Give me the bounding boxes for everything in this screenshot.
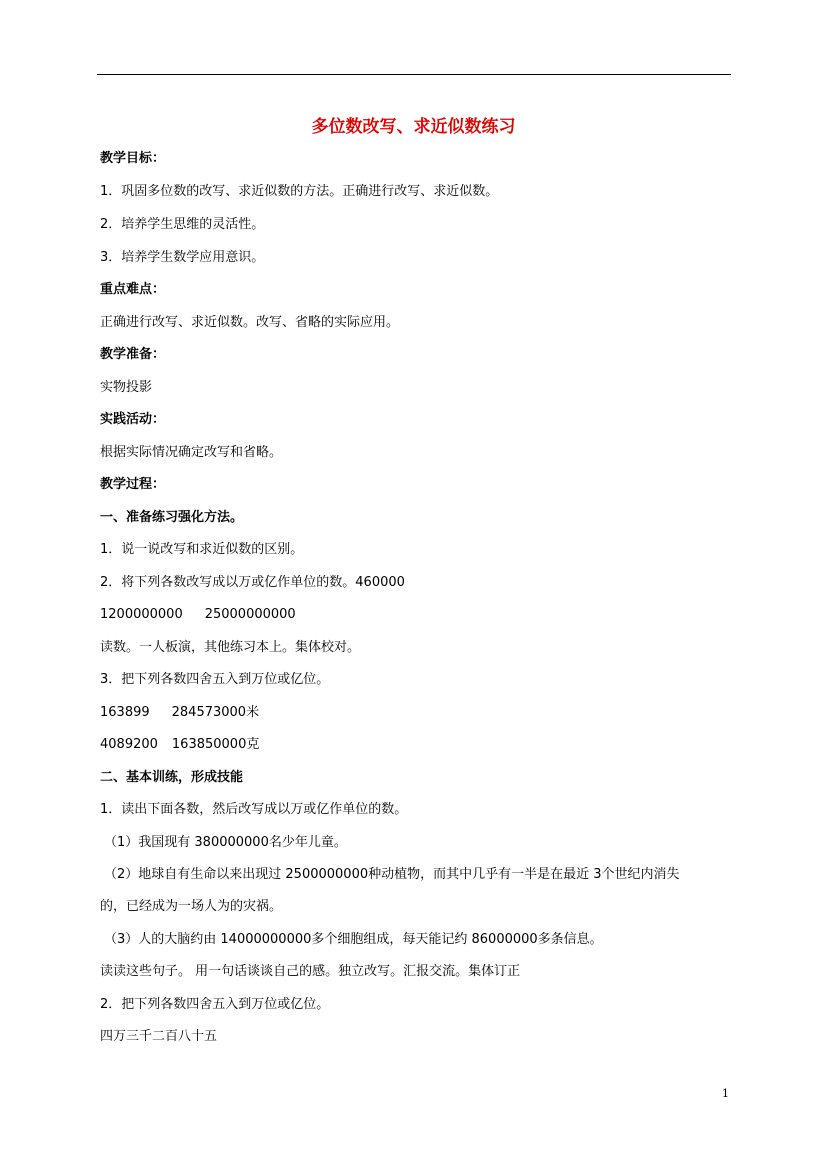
activity-text: 根据实际情况确定改写和省略。 (100, 445, 283, 460)
exercise-1-2-note: 读数。一人板演，其他练习本上。集体校对。 (100, 640, 361, 655)
number-list-3 (100, 736, 259, 754)
part-two-heading: 二、基本训练，形成技能 (100, 770, 244, 785)
exercise-2-1-note: 读读这些句子。 用一句话谈谈自己的感。独立改写。汇报交流。集体订正 (100, 964, 521, 979)
section-heading-key-points: 重点难点： (100, 282, 166, 297)
section-heading-preparation: 教学准备： (100, 347, 166, 362)
exercise-1-1: 1．说一说改写和求近似数的区别。 (100, 542, 304, 557)
number-item: 163899 (100, 705, 150, 720)
sentence-3: （3）人的大脑约由 14000000000多个细胞组成，每天能记约 86000000多条信息。 (104, 932, 603, 947)
number-item: 284573000米 (171, 705, 260, 720)
sentence-2-continued: 的，已经成为一场人为的灾祸。 (100, 899, 283, 914)
objective-item-1: 1．巩固多位数的改写、求近似数的方法。正确进行改写、求近似数。 (100, 184, 499, 199)
number-item: 25000000000 (204, 607, 296, 622)
section-heading-process: 教学过程： (100, 477, 166, 492)
number-list-2 (100, 704, 259, 722)
number-list-1 (100, 606, 296, 624)
page-number: 1 (722, 1087, 729, 1100)
number-item: 1200000000 (100, 607, 183, 622)
part-one-heading: 一、准备练习强化方法。 (100, 510, 244, 525)
number-item: 4089200 (100, 737, 158, 752)
number-in-words: 四万三千二百八十五 (100, 1029, 218, 1044)
sentence-2: （2）地球自有生命以来出现过 2500000000种动植物，而其中几乎有一半是在最近 3个世纪内消失 (104, 867, 680, 882)
page-title: 多位数改写、求近似数练习 (311, 117, 516, 137)
key-points-text: 正确进行改写、求近似数。改写、省略的实际应用。 (100, 315, 400, 330)
sentence-1: （1）我国现有 380000000名少年儿童。 (104, 835, 347, 850)
exercise-1-2: 2．将下列各数改写成以万或亿作单位的数。460000 (100, 575, 405, 590)
objective-item-3: 3．培养学生数学应用意识。 (100, 250, 265, 265)
objective-item-2: 2．培养学生思维的灵活性。 (100, 217, 265, 232)
number-item: 163850000克 (171, 737, 260, 752)
header-rule (97, 74, 731, 75)
section-heading-objectives: 教学目标： (100, 151, 166, 166)
exercise-2-1: 1．读出下面各数，然后改写成以万或亿作单位的数。 (100, 802, 408, 817)
preparation-text: 实物投影 (100, 380, 153, 395)
exercise-2-2: 2．把下列各数四舍五入到万位或亿位。 (100, 997, 330, 1012)
section-heading-activity: 实践活动： (100, 412, 166, 427)
exercise-1-3: 3．把下列各数四舍五入到万位或亿位。 (100, 672, 330, 687)
